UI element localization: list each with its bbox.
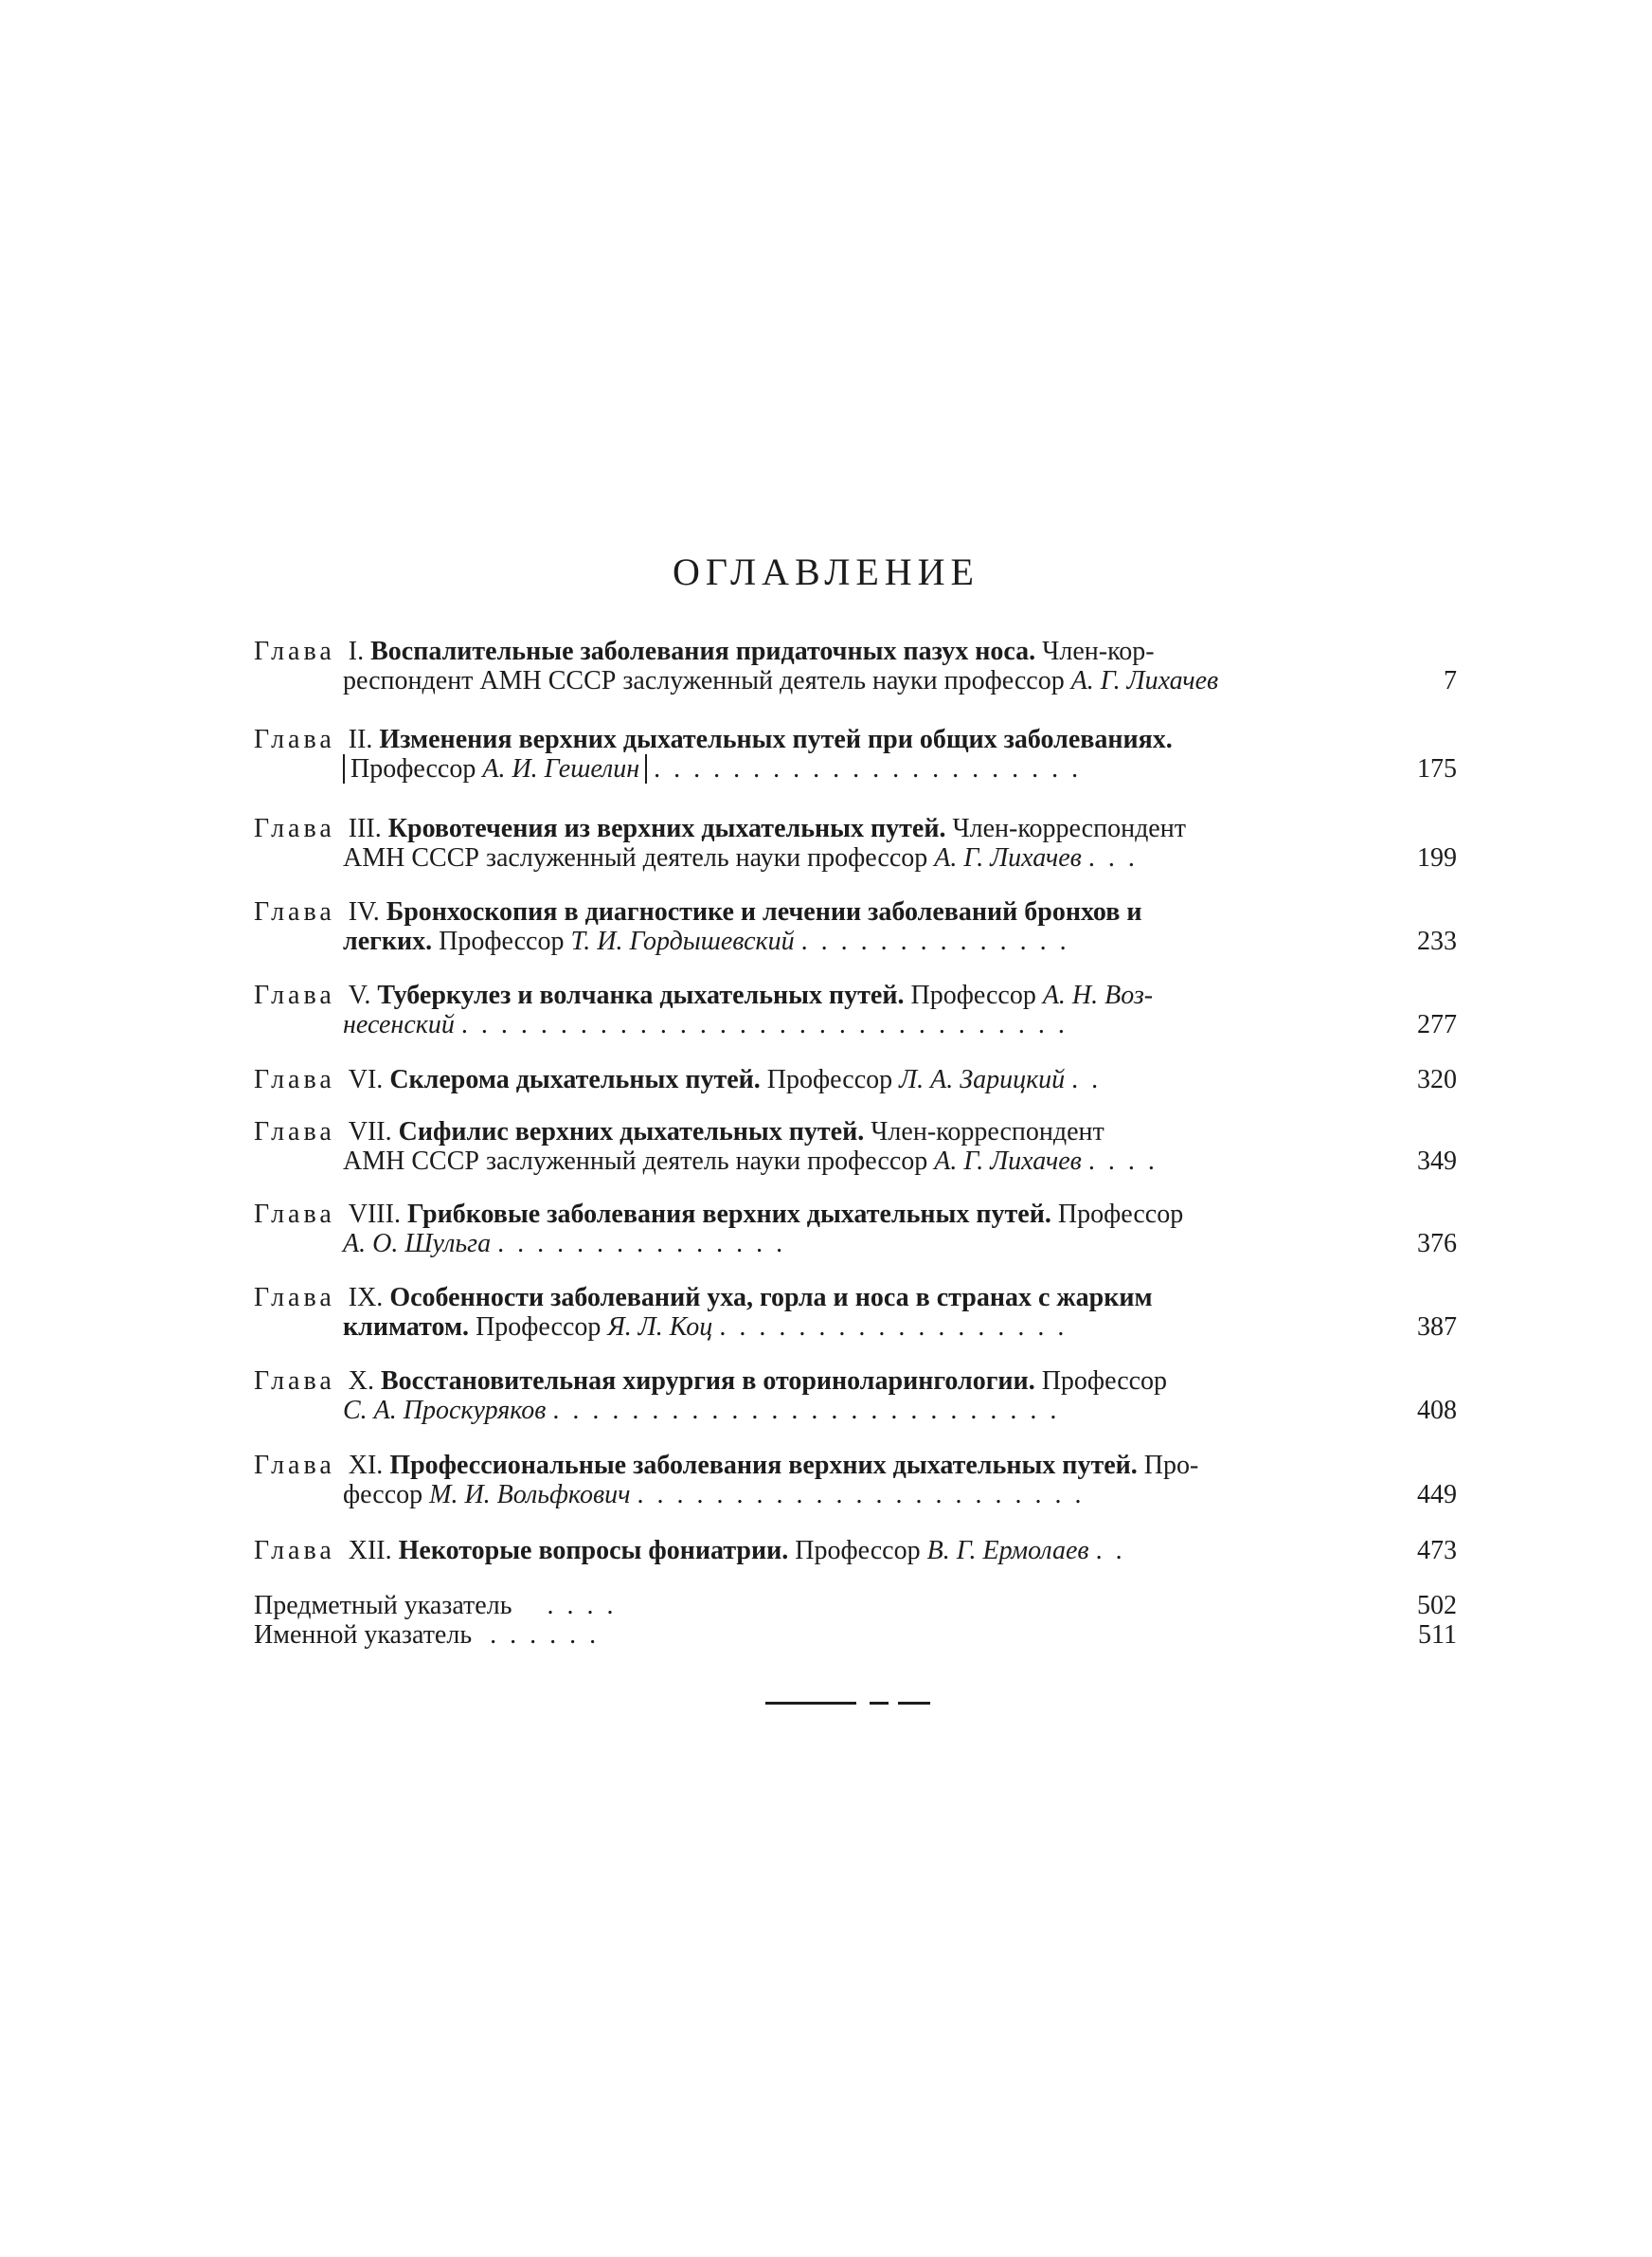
entry-line-2 xyxy=(254,1147,1353,1176)
chapter-label: Глава xyxy=(254,1200,335,1229)
entry-line-2 xyxy=(254,754,1353,784)
chapter-numeral: III. xyxy=(348,814,382,843)
chapter-title: Некоторые вопросы фониатрии. xyxy=(398,1536,789,1565)
page-number: 502 xyxy=(1417,1591,1457,1620)
chapter-title: Склерома дыхательных путей. xyxy=(389,1065,761,1094)
chapter-title: Особенности заболеваний уха, горла и носа в странах с жарким xyxy=(389,1283,1153,1312)
entry-line-1 xyxy=(254,981,1353,1010)
dot-leader: ...... xyxy=(490,1620,610,1650)
author-affiliation: АМН СССР заслуженный деятель науки профессор xyxy=(343,1147,935,1176)
dot-leader: .................. xyxy=(719,1312,1078,1342)
page-number: 175 xyxy=(1417,754,1457,784)
entry-line-1 xyxy=(254,1200,1353,1229)
dot-leader: ............................... xyxy=(460,1010,1078,1039)
chapter-numeral: VII. xyxy=(348,1117,392,1147)
chapter-title: Кровотечения из верхних дыхательных путей. xyxy=(387,814,946,843)
author-affiliation: Про- xyxy=(1143,1451,1199,1480)
table-of-contents xyxy=(254,637,1457,1650)
chapter-numeral: VI. xyxy=(348,1065,384,1094)
page-number: 349 xyxy=(1417,1147,1457,1176)
page-number: 320 xyxy=(1417,1065,1457,1094)
chapter-title-continued: Член-корреспондент xyxy=(871,1117,1104,1147)
toc-entry-chapter-7[interactable] xyxy=(254,1117,1457,1176)
index-label: Предметный указатель xyxy=(254,1591,512,1620)
entry-line-2 xyxy=(254,1396,1353,1425)
dot-leader: .. xyxy=(1071,1065,1112,1094)
toc-entry-chapter-4[interactable] xyxy=(254,897,1457,956)
chapter-title-continued: климатом. xyxy=(343,1312,470,1342)
author-affiliation: Профессор xyxy=(766,1065,900,1094)
chapter-title-continued: легких. xyxy=(343,927,433,956)
author-affiliation-continued: фессор xyxy=(343,1480,430,1509)
toc-entry-subject-index[interactable] xyxy=(254,1591,1457,1620)
entry-line-1 xyxy=(254,1536,1353,1565)
entry-line-1 xyxy=(254,1065,1353,1094)
chapter-label: Глава xyxy=(254,981,335,1010)
page-number: 449 xyxy=(1417,1480,1457,1509)
chapter-label: Глава xyxy=(254,725,335,754)
chapter-label: Глава xyxy=(254,1117,335,1147)
entry-line-2 xyxy=(254,1229,1353,1258)
author-name: Я. Л. Коц xyxy=(607,1312,713,1342)
chapter-numeral: IV. xyxy=(348,897,380,927)
toc-entry-name-index[interactable] xyxy=(254,1620,1457,1650)
chapter-label: Глава xyxy=(254,1366,335,1396)
entry-line-2 xyxy=(254,666,1353,695)
chapter-numeral: II. xyxy=(348,725,373,754)
memorial-box xyxy=(343,754,647,784)
entry-line-1 xyxy=(254,1117,1353,1147)
chapter-title-continued: Член-кор- xyxy=(1042,637,1155,666)
page-number: 199 xyxy=(1417,843,1457,873)
author-affiliation: респондент АМН СССР заслуженный деятель науки профессор xyxy=(343,666,1071,695)
entry-line-2 xyxy=(254,1480,1353,1509)
chapter-numeral: X. xyxy=(348,1366,374,1396)
entry-line-2 xyxy=(254,1010,1353,1039)
author-affiliation: Профессор xyxy=(795,1536,927,1565)
author-name: А. Г. Лихачев xyxy=(934,843,1082,873)
dot-leader: .. xyxy=(1095,1536,1136,1565)
author-affiliation: Профессор xyxy=(910,981,1043,1010)
chapter-title: Бронхоскопия в диагностике и лечении заболеваний бронхов и xyxy=(386,897,1142,927)
entry-line-1 xyxy=(254,814,1353,843)
chapter-title: Грибковые заболевания верхних дыхательных путей. xyxy=(406,1200,1051,1229)
dot-leader: ... xyxy=(1087,843,1148,873)
author-name: А. Г. Лихачев xyxy=(1070,666,1219,695)
chapter-label: Глава xyxy=(254,814,335,843)
toc-entry-chapter-10[interactable] xyxy=(254,1366,1457,1425)
chapter-title: Изменения верхних дыхательных путей при общих заболеваниях. xyxy=(379,725,1173,754)
index-list xyxy=(254,1591,1457,1650)
chapter-label: Глава xyxy=(254,637,335,666)
author-affiliation: Профессор xyxy=(1041,1366,1168,1396)
entry-line-1 xyxy=(254,725,1353,754)
chapter-label: Глава xyxy=(254,1065,335,1094)
author-affiliation: АМН СССР заслуженный деятель науки профессор xyxy=(343,843,935,873)
chapter-label: Глава xyxy=(254,1451,335,1480)
index-label: Именной указатель xyxy=(254,1620,473,1650)
author-name: Т. И. Гордышевский xyxy=(570,927,795,956)
page-number: 7 xyxy=(1444,666,1457,695)
page-number: 233 xyxy=(1417,927,1457,956)
chapter-title: Сифилис верхних дыхательных путей. xyxy=(398,1117,865,1147)
chapter-label: Глава xyxy=(254,897,335,927)
toc-entry-chapter-6[interactable] xyxy=(254,1065,1457,1094)
author-name: В. Г. Ермолаев xyxy=(926,1536,1089,1565)
entry-line-1 xyxy=(254,637,1353,666)
entry-line-2 xyxy=(254,927,1353,956)
entry-line-1 xyxy=(254,1283,1353,1312)
toc-entry-chapter-3[interactable] xyxy=(254,814,1457,873)
dot-leader: .......................... xyxy=(552,1396,1070,1425)
author-name: С. А. Проскуряков xyxy=(343,1396,547,1425)
page-number: 277 xyxy=(1417,1010,1457,1039)
closing-rule xyxy=(765,1702,930,1705)
dot-leader: ...................... xyxy=(654,754,1092,784)
chapter-numeral: V. xyxy=(348,981,371,1010)
entry-line-1 xyxy=(254,897,1353,927)
author-name: Л. А. Зарицкий xyxy=(899,1065,1066,1094)
author-name: А. Г. Лихачев xyxy=(934,1147,1082,1176)
author-affiliation: Профессор xyxy=(432,927,571,956)
author-name-start: А. Н. Воз- xyxy=(1042,981,1154,1010)
chapter-title: Туберкулез и волчанка дыхательных путей. xyxy=(377,981,905,1010)
author-name: А. И. Гешелин xyxy=(482,754,640,784)
chapter-numeral: I. xyxy=(348,637,365,666)
author-affiliation: Профессор xyxy=(350,754,483,784)
dot-leader: ....................... xyxy=(637,1480,1095,1509)
dot-leader: ............... xyxy=(497,1229,797,1258)
page-number: 376 xyxy=(1417,1229,1457,1258)
chapter-numeral: XI. xyxy=(348,1451,384,1480)
chapter-title-continued: Член-корреспондент xyxy=(952,814,1186,843)
toc-entry-chapter-8[interactable] xyxy=(254,1200,1457,1258)
toc-heading: ОГЛАВЛЕНИЕ xyxy=(673,551,979,593)
page-number: 511 xyxy=(1418,1620,1457,1650)
page-number: 387 xyxy=(1417,1312,1457,1342)
author-name: А. О. Шульга xyxy=(343,1229,492,1258)
dot-leader: .............. xyxy=(800,927,1080,956)
page-number: 408 xyxy=(1417,1396,1457,1425)
toc-entry-chapter-2[interactable] xyxy=(254,725,1457,784)
chapter-label: Глава xyxy=(254,1536,335,1565)
toc-entry-chapter-12[interactable] xyxy=(254,1536,1457,1565)
dot-leader: .... xyxy=(547,1591,627,1620)
author-name: несенский xyxy=(343,1010,455,1039)
toc-entry-chapter-11[interactable] xyxy=(254,1451,1457,1509)
author-affiliation: Профессор xyxy=(469,1312,608,1342)
dot-leader: .... xyxy=(1087,1147,1168,1176)
author-name: М. И. Вольфкович xyxy=(429,1480,631,1509)
author-affiliation: Профессор xyxy=(1057,1200,1184,1229)
chapter-numeral: XII. xyxy=(348,1536,392,1565)
chapter-label: Глава xyxy=(254,1283,335,1312)
chapter-numeral: IX. xyxy=(348,1283,384,1312)
entry-line-2 xyxy=(254,1312,1353,1342)
entry-line-2 xyxy=(254,843,1353,873)
toc-entry-chapter-1[interactable] xyxy=(254,637,1457,695)
page-number: 473 xyxy=(1417,1536,1457,1565)
chapter-title: Восстановительная хирургия в оториноларингологии. xyxy=(381,1366,1035,1396)
chapter-title: Профессиональные заболевания верхних дыхательных путей. xyxy=(389,1451,1138,1480)
chapter-numeral: VIII. xyxy=(348,1200,401,1229)
chapter-title: Воспалительные заболевания придаточных пазух носа. xyxy=(370,637,1036,666)
entry-line-1 xyxy=(254,1366,1353,1396)
entry-line-1 xyxy=(254,1451,1353,1480)
toc-entry-chapter-9[interactable] xyxy=(254,1283,1457,1342)
toc-entry-chapter-5[interactable] xyxy=(254,981,1457,1039)
